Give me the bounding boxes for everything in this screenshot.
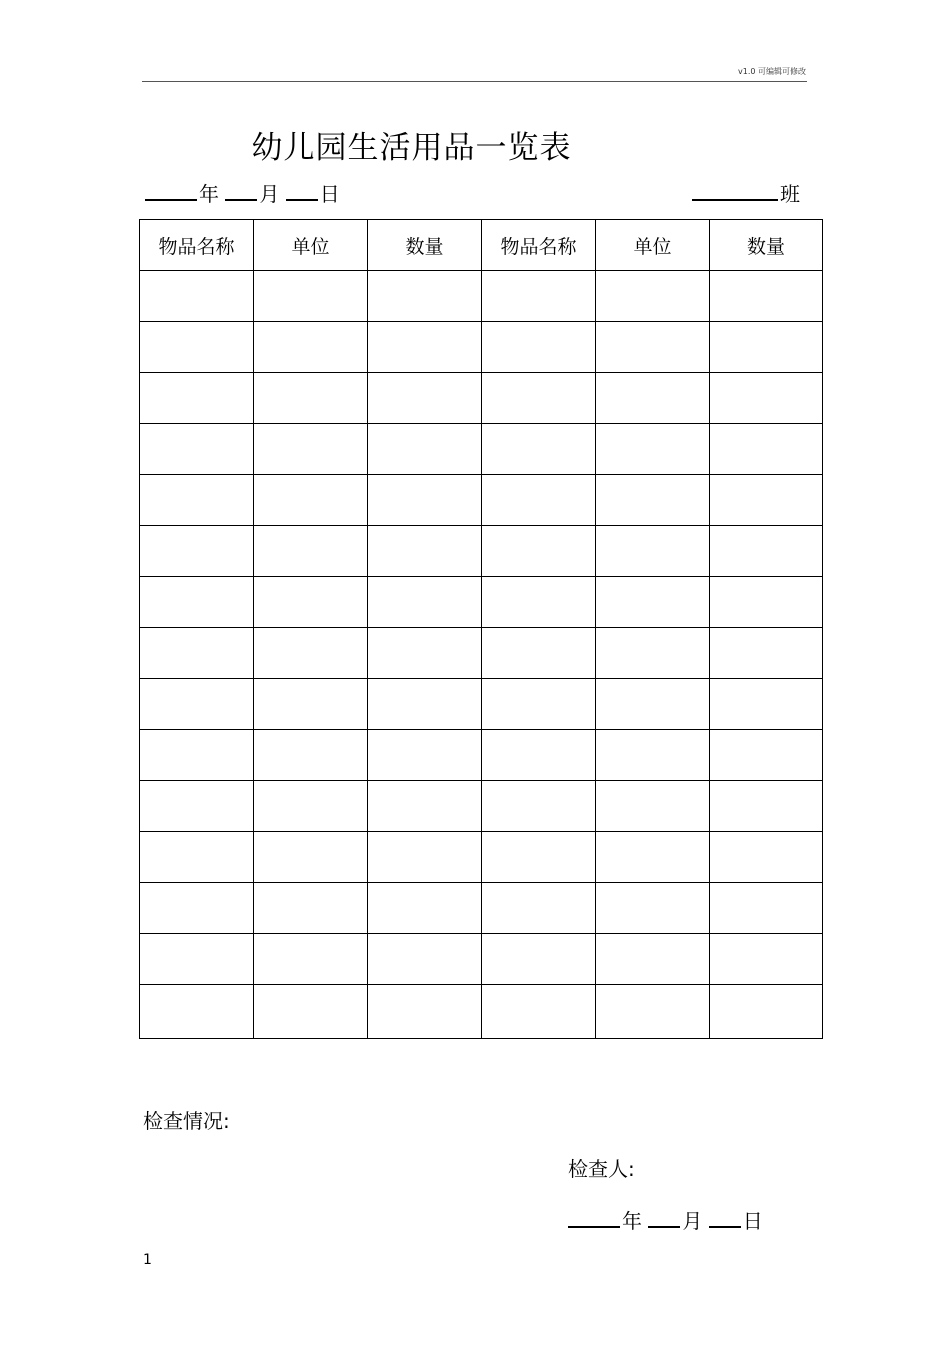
day-blank[interactable] (286, 181, 318, 201)
table-row (140, 679, 823, 730)
col-header-unit: 单位 (254, 220, 368, 271)
table-row (140, 373, 823, 424)
table-cell[interactable] (596, 934, 710, 985)
table-cell[interactable] (140, 373, 254, 424)
table-cell[interactable] (596, 526, 710, 577)
table-cell[interactable] (710, 781, 823, 832)
year-label: 年 (199, 182, 219, 206)
table-cell[interactable] (482, 526, 596, 577)
table-cell[interactable] (710, 322, 823, 373)
table-cell[interactable] (710, 271, 823, 322)
month-label: 月 (259, 182, 280, 206)
class-label: 班 (780, 182, 800, 206)
table-row (140, 883, 823, 934)
table-row (140, 628, 823, 679)
table-cell[interactable] (482, 781, 596, 832)
table-cell[interactable] (596, 679, 710, 730)
table-cell[interactable] (140, 577, 254, 628)
table-cell[interactable] (368, 781, 482, 832)
table-cell[interactable] (368, 526, 482, 577)
version-note: v1.0 可编辑可修改 (738, 67, 806, 76)
footer-day-label: 日 (742, 1209, 763, 1233)
table-cell[interactable] (368, 883, 482, 934)
table-row (140, 322, 823, 373)
supplies-table (139, 219, 823, 1039)
table-cell[interactable] (710, 679, 823, 730)
table-header-row (140, 220, 823, 271)
table-cell[interactable] (254, 679, 368, 730)
table-cell[interactable] (596, 832, 710, 883)
date-line (145, 178, 340, 207)
table-cell[interactable] (596, 271, 710, 322)
page-title: 幼儿园生活用品一览表 (251, 130, 572, 166)
table-cell[interactable] (482, 730, 596, 781)
table-cell[interactable] (254, 628, 368, 679)
table-cell[interactable] (482, 271, 596, 322)
table-cell[interactable] (482, 475, 596, 526)
table-row (140, 271, 823, 322)
table-cell[interactable] (596, 883, 710, 934)
table-cell[interactable] (254, 475, 368, 526)
table-cell[interactable] (368, 373, 482, 424)
table-row (140, 832, 823, 883)
table-cell[interactable] (140, 934, 254, 985)
table-cell[interactable] (140, 475, 254, 526)
table-cell[interactable] (710, 883, 823, 934)
table-cell[interactable] (254, 577, 368, 628)
table-cell[interactable] (596, 730, 710, 781)
table-cell[interactable] (254, 271, 368, 322)
footer-month-label: 月 (682, 1209, 703, 1233)
table-row (140, 475, 823, 526)
footer-date-line (568, 1205, 763, 1234)
table-cell[interactable] (254, 373, 368, 424)
table-cell[interactable] (710, 628, 823, 679)
table-cell[interactable] (140, 679, 254, 730)
table-cell[interactable] (710, 730, 823, 781)
table-row (140, 424, 823, 475)
table-cell[interactable] (482, 424, 596, 475)
table-cell[interactable] (482, 679, 596, 730)
table-cell[interactable] (254, 526, 368, 577)
table-cell[interactable] (596, 475, 710, 526)
col-header-item-name: 物品名称 (140, 220, 254, 271)
table-cell[interactable] (368, 832, 482, 883)
page-number: 1 (143, 1252, 152, 1268)
table-cell[interactable] (140, 526, 254, 577)
table-row (140, 730, 823, 781)
inspection-label: 检查情况: (143, 1109, 230, 1133)
table-cell[interactable] (368, 271, 482, 322)
table-cell[interactable] (254, 322, 368, 373)
table-cell[interactable] (710, 373, 823, 424)
table-cell[interactable] (368, 424, 482, 475)
col-header-unit-2: 单位 (596, 220, 710, 271)
day-label: 日 (319, 182, 340, 206)
table-cell[interactable] (482, 577, 596, 628)
footer-day-blank[interactable] (709, 1208, 741, 1228)
table-cell[interactable] (254, 424, 368, 475)
table-cell[interactable] (368, 934, 482, 985)
table-cell[interactable] (596, 373, 710, 424)
table-cell[interactable] (140, 271, 254, 322)
table-cell[interactable] (596, 424, 710, 475)
table-cell[interactable] (710, 475, 823, 526)
table-cell[interactable] (140, 424, 254, 475)
table-cell[interactable] (482, 628, 596, 679)
table-cell[interactable] (710, 526, 823, 577)
header-rule (142, 81, 807, 82)
table-cell[interactable] (368, 679, 482, 730)
table-cell[interactable] (254, 832, 368, 883)
table-cell[interactable] (482, 985, 596, 1039)
table-cell[interactable] (140, 832, 254, 883)
table-cell[interactable] (596, 577, 710, 628)
table-cell[interactable] (710, 934, 823, 985)
table-cell[interactable] (368, 577, 482, 628)
table-cell[interactable] (254, 985, 368, 1039)
table-cell[interactable] (368, 730, 482, 781)
inspector-label: 检查人: (568, 1157, 635, 1181)
table-row (140, 934, 823, 985)
table-row (140, 577, 823, 628)
table-cell[interactable] (596, 781, 710, 832)
footer-year-blank[interactable] (568, 1208, 620, 1228)
table-cell[interactable] (482, 322, 596, 373)
table-cell[interactable] (140, 883, 254, 934)
table-cell[interactable] (140, 322, 254, 373)
col-header-item-name-2: 物品名称 (482, 220, 596, 271)
col-header-quantity: 数量 (368, 220, 482, 271)
table-cell[interactable] (368, 628, 482, 679)
table-cell[interactable] (254, 883, 368, 934)
footer-month-blank[interactable] (648, 1208, 680, 1228)
table-cell[interactable] (482, 373, 596, 424)
table-cell[interactable] (482, 934, 596, 985)
table-cell[interactable] (482, 883, 596, 934)
table-cell[interactable] (710, 832, 823, 883)
table-cell[interactable] (140, 628, 254, 679)
table-cell[interactable] (254, 934, 368, 985)
month-blank[interactable] (225, 181, 257, 201)
table-cell[interactable] (140, 730, 254, 781)
table-cell[interactable] (140, 985, 254, 1039)
year-blank[interactable] (145, 181, 197, 201)
table-cell[interactable] (254, 730, 368, 781)
table-cell[interactable] (368, 322, 482, 373)
table-row (140, 526, 823, 577)
table-cell[interactable] (710, 577, 823, 628)
table-cell[interactable] (482, 832, 596, 883)
table-cell[interactable] (140, 781, 254, 832)
class-blank[interactable] (692, 181, 778, 201)
table-row (140, 985, 823, 1039)
table-cell[interactable] (368, 985, 482, 1039)
table-cell[interactable] (254, 781, 368, 832)
table-row (140, 781, 823, 832)
table-cell[interactable] (596, 628, 710, 679)
table-cell[interactable] (596, 322, 710, 373)
table-cell[interactable] (368, 475, 482, 526)
table-cell[interactable] (710, 424, 823, 475)
class-line (692, 178, 800, 207)
table-body (140, 271, 823, 1039)
table-cell[interactable] (596, 985, 710, 1039)
col-header-quantity-2: 数量 (710, 220, 823, 271)
table-cell[interactable] (710, 985, 823, 1039)
footer-year-label: 年 (622, 1209, 642, 1233)
supplies-table-wrap (139, 219, 823, 1039)
